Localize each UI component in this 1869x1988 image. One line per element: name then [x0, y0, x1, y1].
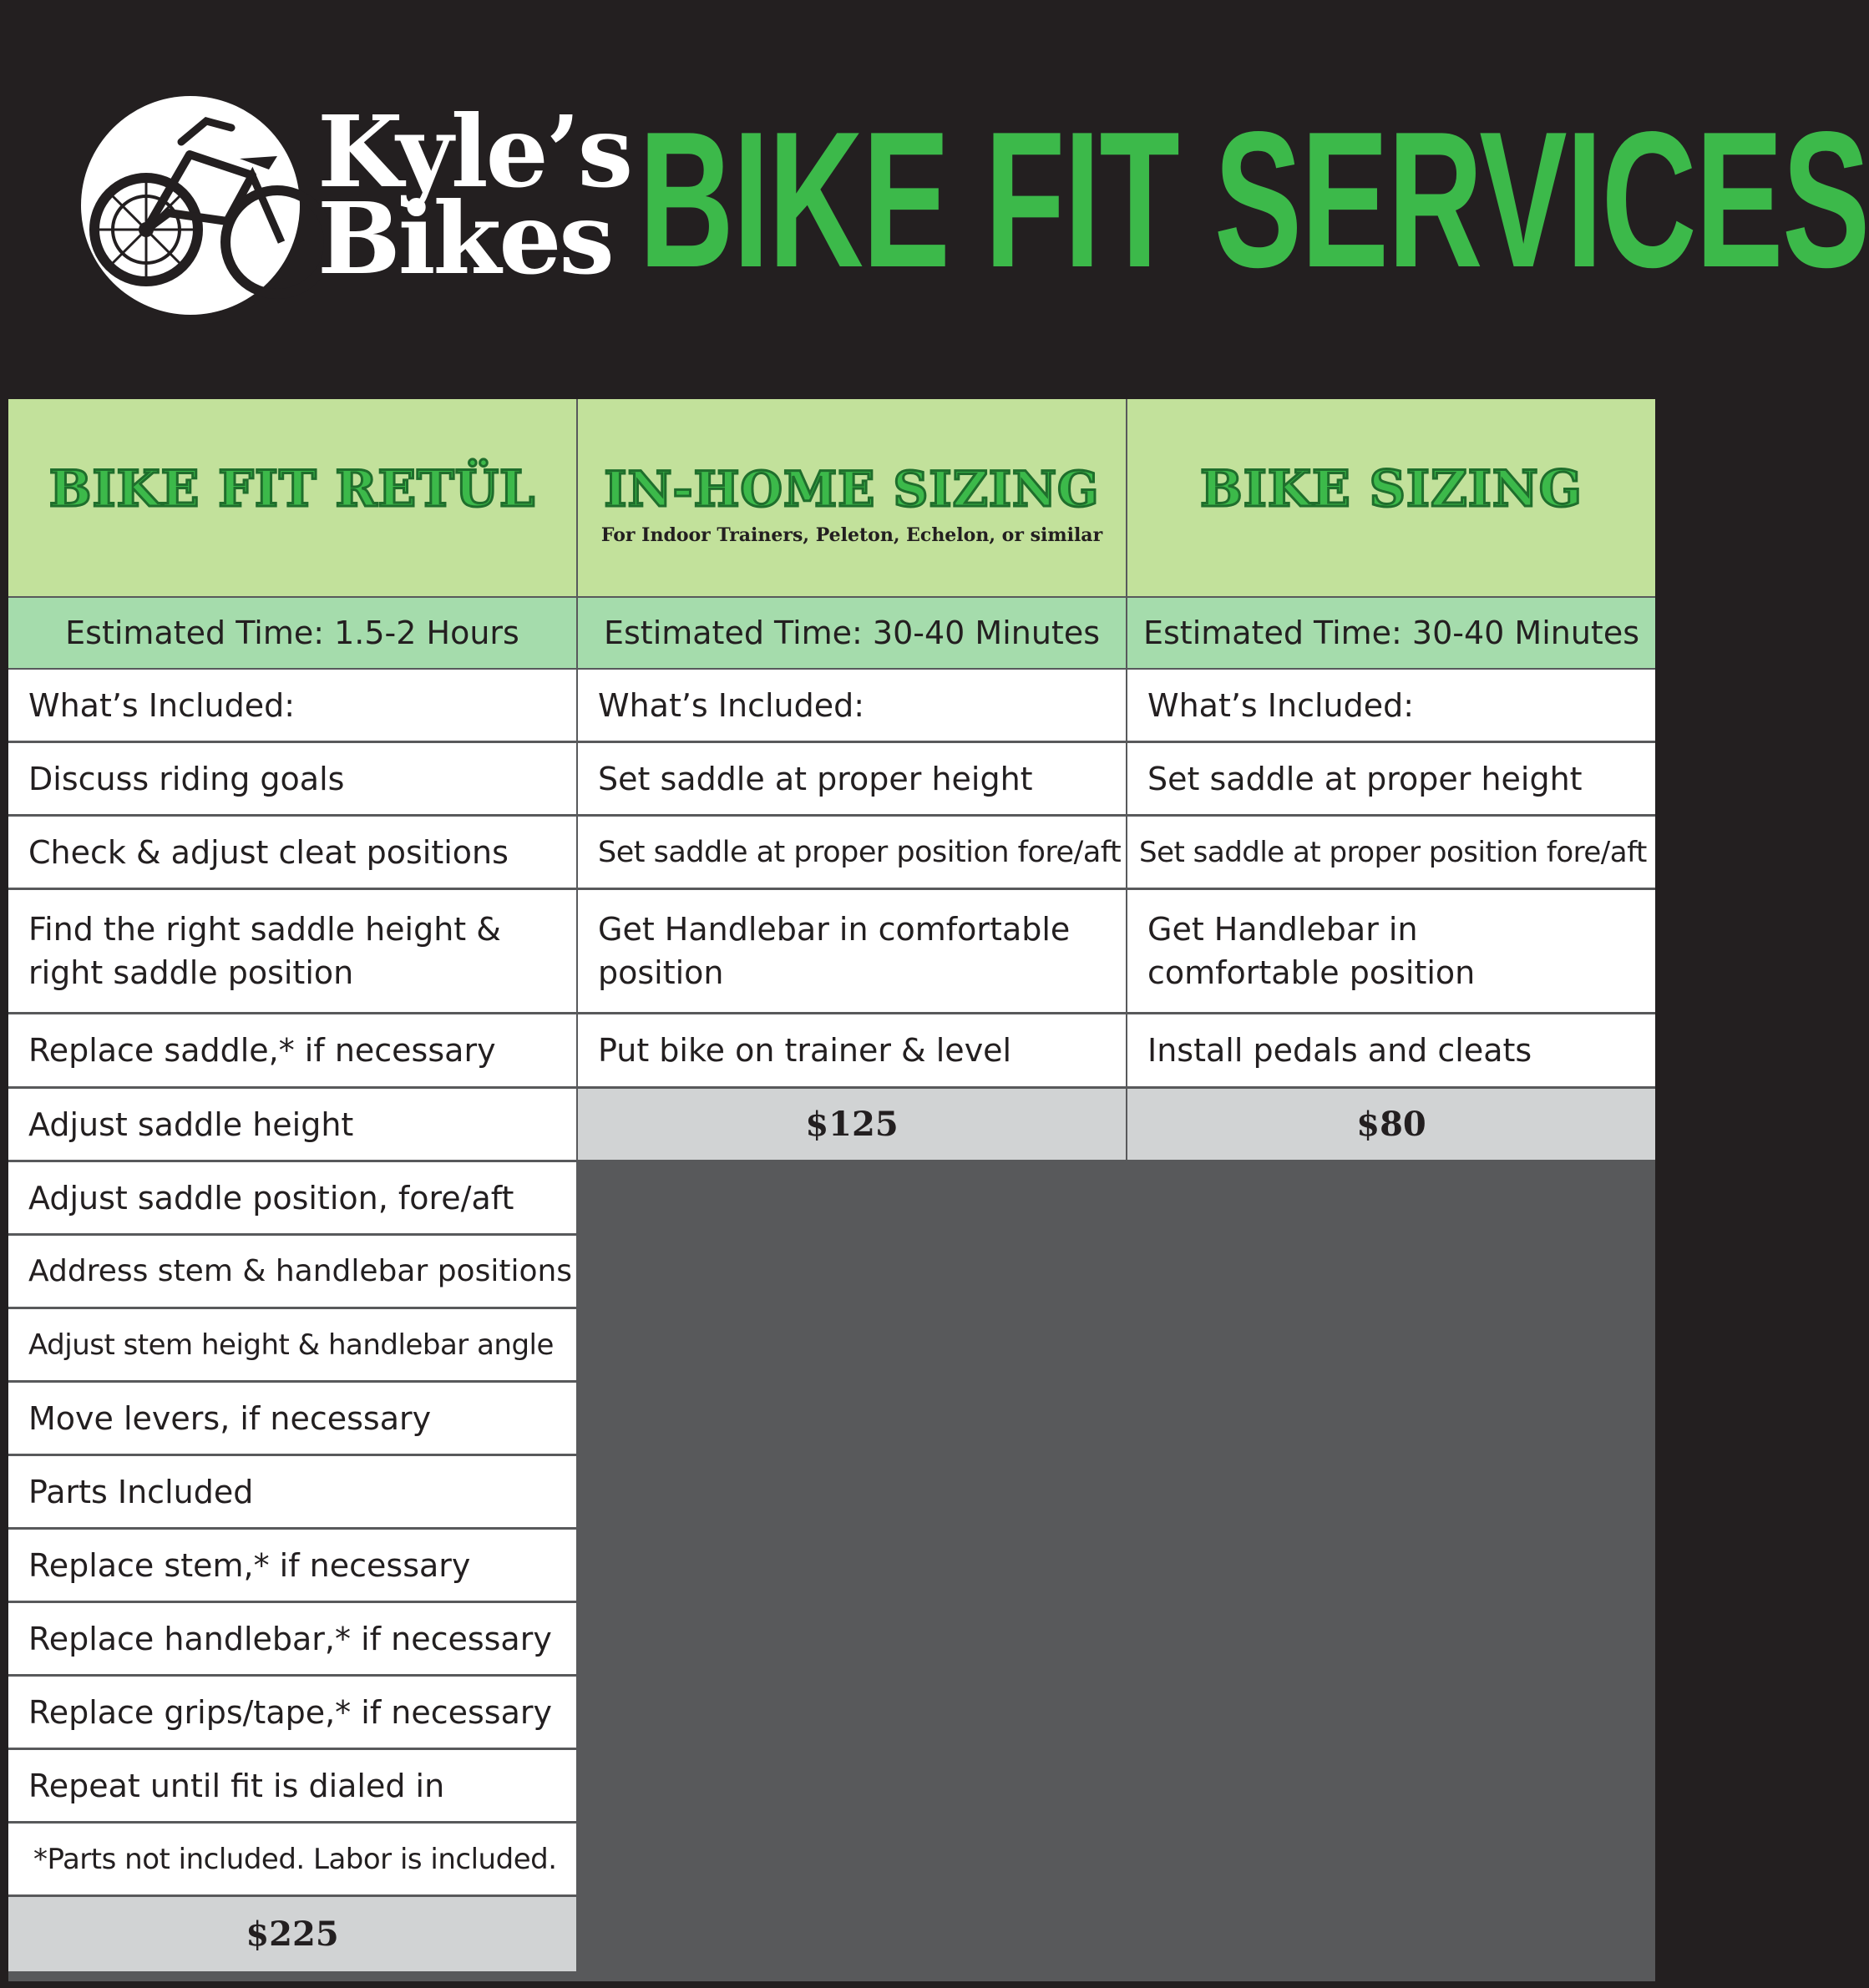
price-label: $225 — [8, 1897, 576, 1971]
price-label: $80 — [1127, 1089, 1655, 1160]
list-item: Get Handlebar in comfortable position — [578, 890, 1126, 1012]
list-item: Find the right saddle height & right saddle position — [8, 890, 576, 1012]
column-header — [1127, 399, 1655, 596]
column-title: BIKE FIT RETÜL — [48, 460, 536, 518]
page-title: BIKE FIT SERVICES — [639, 92, 1869, 308]
logo-line-2: Bikes — [317, 180, 612, 296]
logo-line-1: Kyle’s — [317, 94, 631, 210]
page-header — [0, 0, 1869, 392]
list-item: What’s Included: — [1127, 670, 1655, 741]
estimated-time: Estimated Time: 1.5-2 Hours — [8, 598, 576, 668]
estimated-time: Estimated Time: 30-40 Minutes — [578, 598, 1126, 668]
price-label: $125 — [578, 1089, 1126, 1160]
bike-logo-icon — [81, 96, 300, 315]
service-column-in-home-sizing — [578, 399, 1126, 1169]
list-item: What’s Included: — [8, 670, 576, 741]
column-subtitle: For Indoor Trainers, Peleton, Echelon, or similar — [600, 524, 1103, 546]
list-item: Move levers, if necessary — [8, 1383, 576, 1454]
list-item: Replace saddle,* if necessary — [8, 1014, 576, 1086]
list-item: Replace stem,* if necessary — [8, 1530, 576, 1601]
services-table — [8, 399, 1655, 1981]
estimated-time: Estimated Time: 30-40 Minutes — [1127, 598, 1655, 668]
list-item: Parts Included — [8, 1456, 576, 1527]
footnote: *Parts not included. Labor is included. — [8, 1824, 576, 1894]
list-item: Set saddle at proper position fore/aft — [578, 817, 1126, 888]
column-header — [578, 399, 1126, 596]
list-item: Get Handlebar in comfortable position — [1127, 890, 1655, 1012]
list-item: Set saddle at proper height — [578, 743, 1126, 814]
column-header — [8, 399, 576, 596]
service-column-bike-sizing — [1127, 399, 1655, 1169]
list-item: What’s Included: — [578, 670, 1126, 741]
service-column-bike-fit-retul — [8, 399, 576, 1981]
list-item: Replace handlebar,* if necessary — [8, 1603, 576, 1674]
list-item: Check & adjust cleat positions — [8, 817, 576, 888]
list-item: Put bike on trainer & level — [578, 1014, 1126, 1086]
column-title: BIKE SIZING — [1200, 460, 1583, 518]
brand-logo-text — [317, 94, 631, 296]
list-item: Address stem & handlebar positions — [8, 1236, 576, 1307]
list-item: Replace grips/tape,* if necessary — [8, 1677, 576, 1748]
list-item: Adjust saddle position, fore/aft — [8, 1162, 576, 1233]
list-item: Set saddle at proper position fore/aft — [1127, 817, 1655, 888]
list-item: Adjust saddle height — [8, 1089, 576, 1160]
list-item: Adjust stem height & handlebar angle — [8, 1309, 576, 1380]
column-title: IN-HOME SIZING — [604, 461, 1100, 518]
list-item: Set saddle at proper height — [1127, 743, 1655, 814]
list-item: Repeat until fit is dialed in — [8, 1750, 576, 1821]
list-item: Install pedals and cleats — [1127, 1014, 1655, 1086]
list-item: Discuss riding goals — [8, 743, 576, 814]
